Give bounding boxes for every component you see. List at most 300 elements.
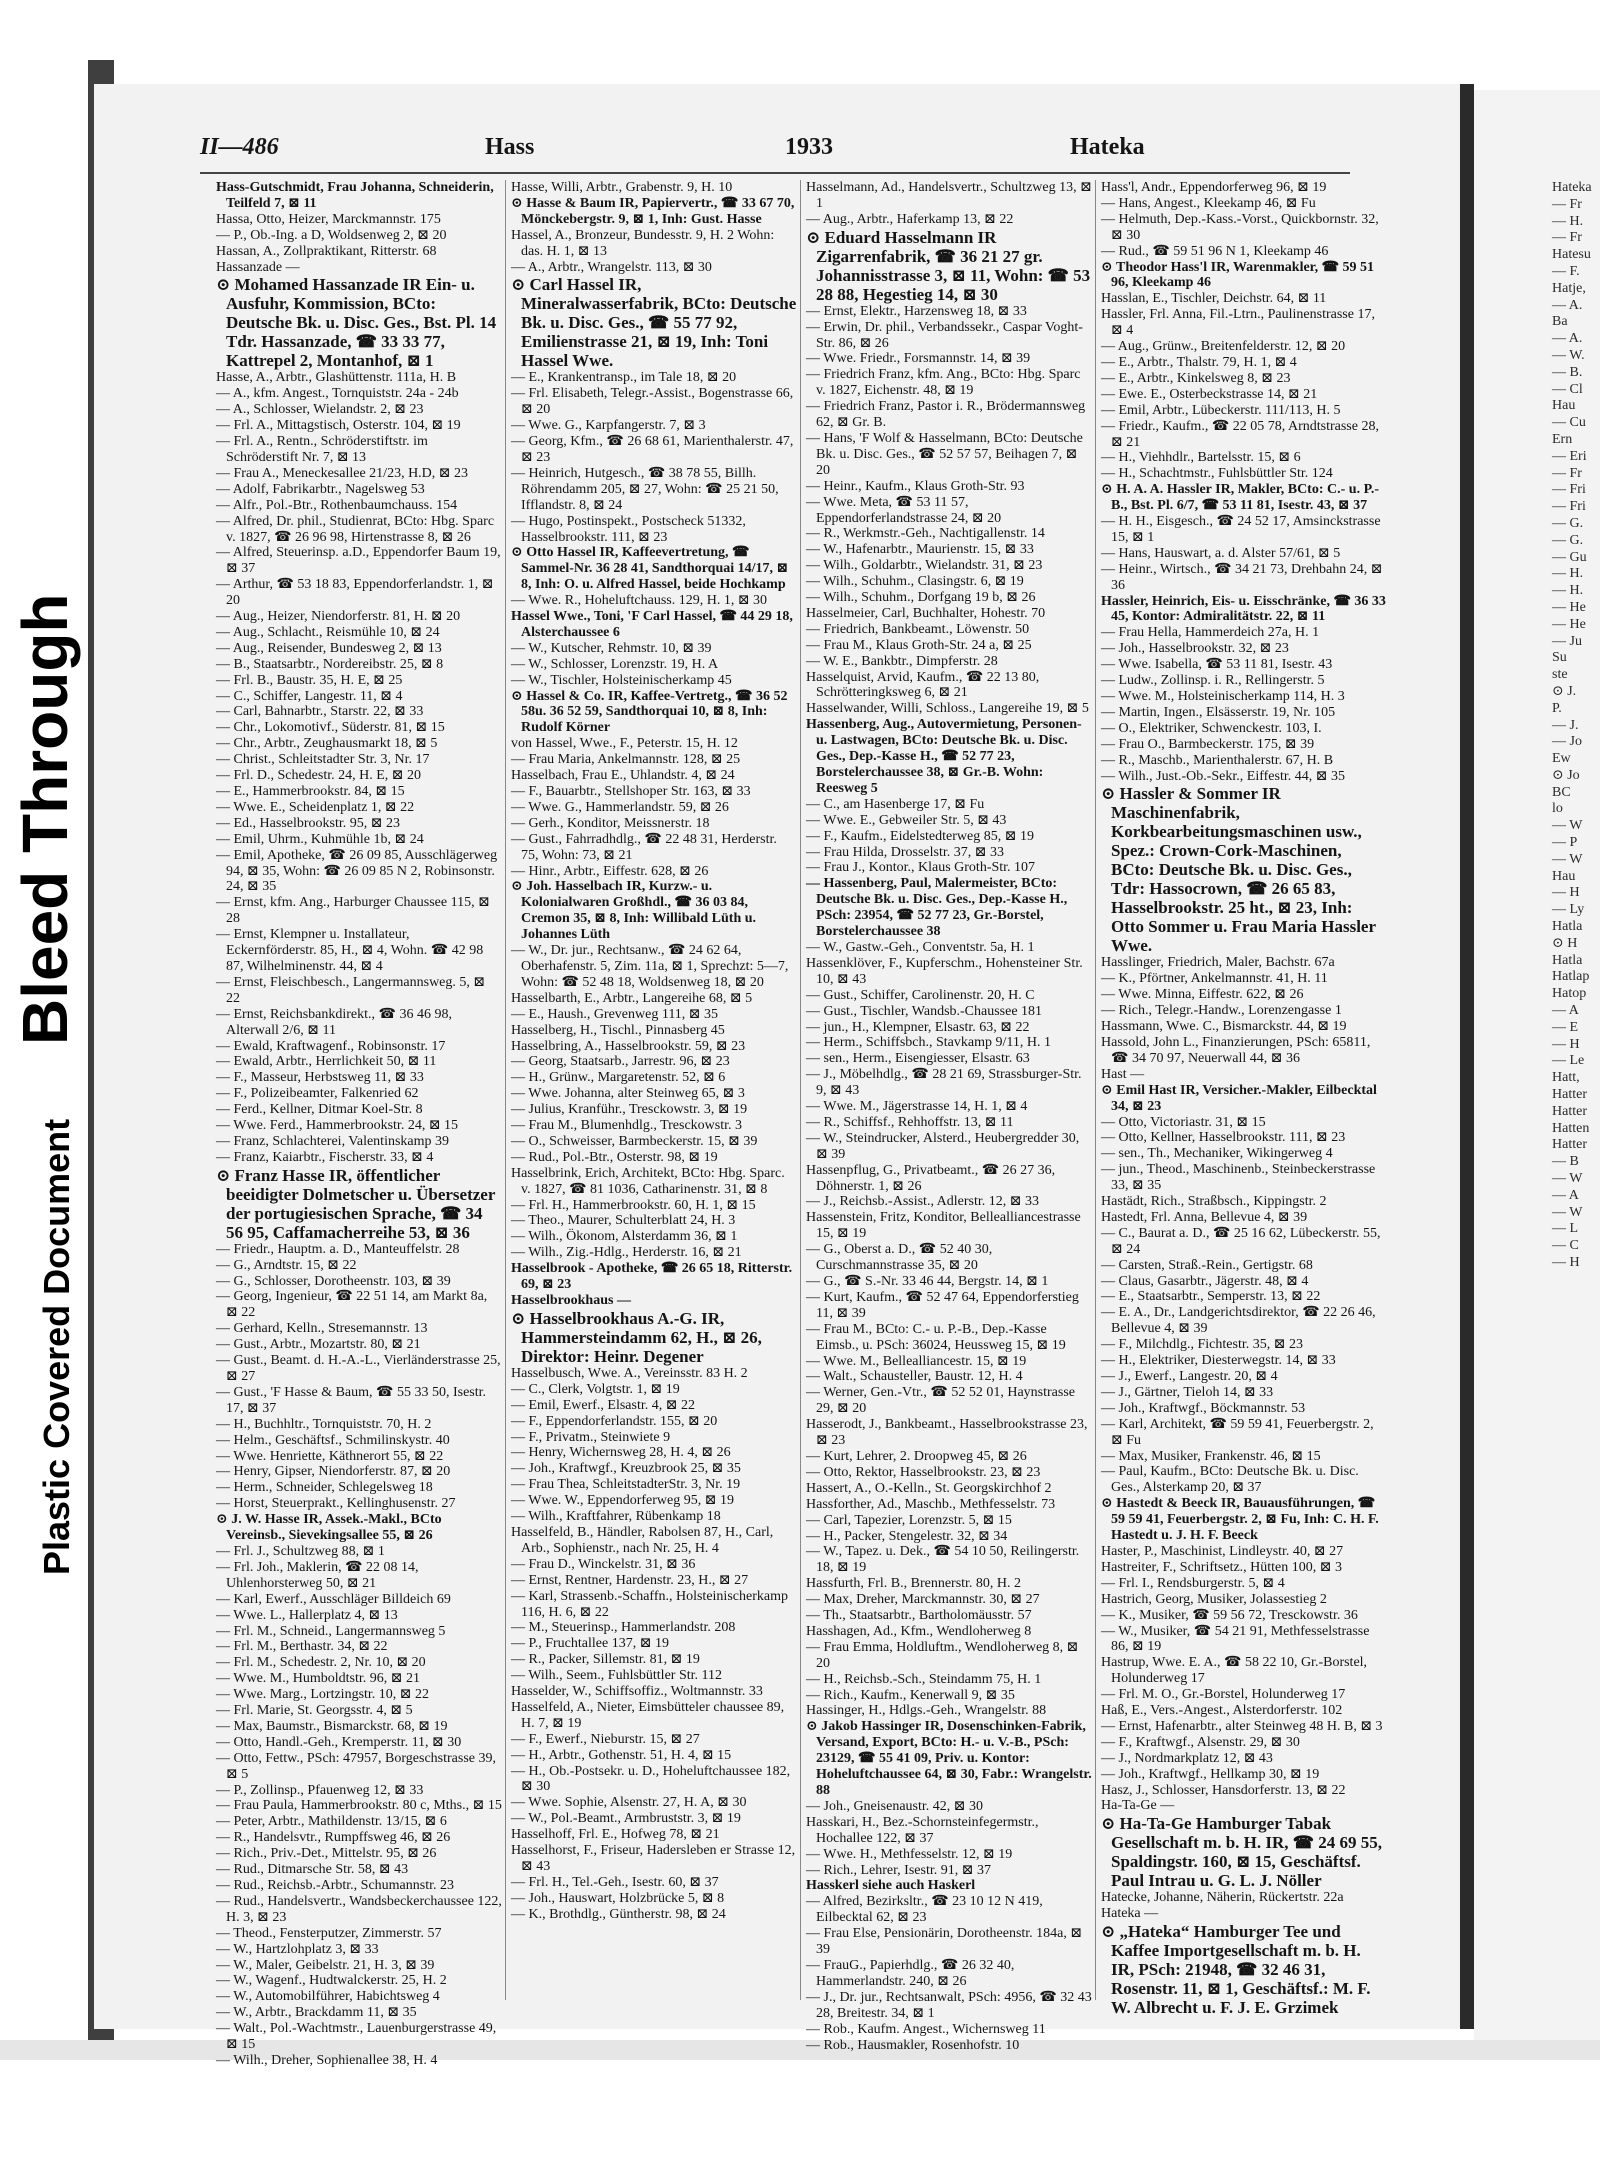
adjacent-page-line: — Le [1552,1053,1585,1069]
directory-entry: — Frau Thea, SchleitstadterStr. 3, Nr. 19 [511,1477,741,1493]
directory-entry: — Georg, Staatsarb., Jarrestr. 96, ⊠ 23 [511,1054,730,1070]
directory-entry: — Wwe. W., Eppendorferweg 95, ⊠ 19 [511,1493,734,1509]
adjacent-page-line: Hatter [1552,1137,1587,1153]
directory-entry: — Hassenberg, Paul, Malermeister, BCto: Deutsche Bk. u. Disc. Ges., Dep.-Kasse H., PSch: 23954, ☎ 52 77 23, Gr.-Borstel, Borstelerchaussee 38 [806,876,1068,940]
adjacent-page-line: — G. [1552,532,1584,548]
adjacent-page-line: — A [1552,1187,1579,1203]
directory-entry: Hassa, Otto, Heizer, Marckmannstr. 175 [216,211,441,227]
directory-entry: — Wilh., Just.-Ob.-Sekr., Eiffestr. 44, ⊠ 35 [1101,768,1345,784]
directory-entry: — Ernst, Rentner, Hardenstr. 23, H., ⊠ 27 [511,1572,749,1588]
directory-entry: — Frau M., Klaus Groth-Str. 24 a, ⊠ 25 [806,637,1032,653]
directory-entry: Hastreiter, F., Schriftsetz., Hütten 100, ⊠ 3 [1101,1559,1343,1575]
directory-entry: Hassmann, Wwe. C., Bismarckstr. 44, ⊠ 19 [1101,1019,1347,1035]
directory-entry: — Julius, Kranführ., Tresckowstr. 3, ⊠ 19 [511,1102,748,1118]
directory-entry: — Wwe. Henriette, Käthnerort 55, ⊠ 22 [216,1448,444,1464]
directory-entry: — Wwe. H., Methfesselstr. 12, ⊠ 19 [806,1846,1013,1862]
directory-entry: — Carl, Bahnarbtr., Starstr. 22, ⊠ 33 [216,704,424,720]
directory-entry: — H., Ob.-Postsekr. u. D., Hoheluftchaussee 182, ⊠ 30 [511,1763,791,1795]
directory-entry: — Frl. M., Schneid., Langermannsweg 5 [216,1623,446,1639]
directory-column-1 [216,180,502,2068]
directory-entry: — Frl. H., Hammerbrookstr. 60, H. 1, ⊠ 15 [511,1197,756,1213]
directory-entry: — R., Schiffsf., Rehhoffstr. 13, ⊠ 11 [806,1114,1014,1130]
adjacent-page-line: Ba [1552,314,1568,330]
adjacent-page-line: P. [1552,700,1562,716]
directory-entry: — W., Dr. jur., Rechtsanw., ☎ 24 62 64, Oberhafenstr. 5, Zim. 11a, ⊠ 1, Sprechzt: 5—7, Wohn: ☎ 52 48 18, Woldsenweg 18, ⊠ 20 [511,943,789,990]
directory-entry: — Max, Dreher, Marckmannstr. 30, ⊠ 27 [806,1592,1040,1608]
directory-entry: — Frl. M., Berthastr. 34, ⊠ 22 [216,1639,388,1655]
directory-entry: ⊙ Emil Hast IR, Versicher.-Makler, Eilbecktal 34, ⊠ 23 [1101,1082,1377,1114]
directory-entry: — F., Polizeibeamter, Falkenried 62 [216,1086,419,1102]
directory-entry: Hatecke, Johanne, Näherin, Rückertstr. 22a [1101,1890,1344,1906]
directory-entry: — Th., Staatsarbtr., Bartholomäusstr. 57 [806,1608,1032,1624]
directory-entry: Hasselbach, Frau E., Uhlandstr. 4, ⊠ 24 [511,768,735,784]
directory-entry: — Joh., Hauswart, Holzbrücke 5, ⊠ 8 [511,1890,725,1906]
directory-entry: ⊙ Joh. Hasselbach IR, Kurzw.- u. Kolonialwaren Großhdl., ☎ 36 03 84, Cremon 35, ⊠ 8, Inh: Willibald Lüth u. Johannes Lüth [511,879,757,943]
directory-entry: — J., Reichsb.-Assist., Adlerstr. 12, ⊠ 33 [806,1194,1040,1210]
adjacent-page-line: — H. [1552,213,1584,229]
directory-entry: — Theod., Fensterputzer, Zimmerstr. 57 [216,1925,442,1941]
directory-entry: — Rich., Telegr.-Handw., Lorenzengasse 1 [1101,1003,1342,1019]
directory-entry: — F., Privatm., Steinwiete 9 [511,1429,671,1445]
directory-entry: — H., Packer, Stengelestr. 32, ⊠ 34 [806,1528,1008,1544]
adjacent-page-line: — A. [1552,297,1583,313]
column-divider [505,180,506,2000]
directory-entry: — Frl. B., Baustr. 35, H. E, ⊠ 25 [216,672,403,688]
directory-entry: — Gust., Arbtr., Mozartstr. 80, ⊠ 21 [216,1337,421,1353]
directory-entry: — Wwe. Isabella, ☎ 53 11 81, Isestr. 43 [1101,657,1333,673]
directory-entry: — Ernst, Fleischbesch., Langermannsweg. 5, ⊠ 22 [216,974,486,1006]
directory-entry: — sen., Herm., Eisengiesser, Elsastr. 63 [806,1051,1030,1067]
directory-entry: — Wwe. Sophie, Alsenstr. 27, H. A, ⊠ 30 [511,1795,747,1811]
directory-entry: Ha-Ta-Ge — [1101,1798,1175,1814]
directory-entry: ⊙ Hassel & Co. IR, Kaffee-Vertretg., ☎ 36 52 58u. 36 52 59, Sandthorquai 10, ⊠ 8, Inh: Rudolf Körner [511,688,788,736]
directory-entry: — F., Milchdlg., Fichtestr. 35, ⊠ 23 [1101,1337,1303,1353]
adjacent-page-line: — B [1552,1154,1579,1170]
adjacent-page-line: lo [1552,801,1563,817]
directory-entry: — Gust., Schiffer, Carolinenstr. 20, H. C [806,987,1035,1003]
adjacent-page-line: — Fr [1552,465,1582,481]
directory-entry: — H., Grünw., Margaretenstr. 52, ⊠ 6 [511,1070,726,1086]
directory-entry: — C., Clerk, Volgtstr. 1, ⊠ 19 [511,1381,680,1397]
directory-entry: — Friedrich, Bankbeamt., Löwenstr. 50 [806,621,1030,637]
directory-entry: — Alfr., Pol.-Btr., Rothenbaumchauss. 154 [216,497,458,513]
directory-entry: — F., Kaufm., Eidelstedterweg 85, ⊠ 19 [806,828,1034,844]
directory-entry: — sen., Th., Mechaniker, Wikingerweg 4 [1101,1146,1333,1162]
adjacent-page-line: — Cu [1552,415,1586,431]
directory-entry: — Wwe. E., Gebweiler Str. 5, ⊠ 43 [806,812,1007,828]
directory-entry: — R., Handelsvtr., Rumpffsweg 46, ⊠ 26 [216,1830,451,1846]
directory-entry: — K., Brothdlg., Güntherstr. 98, ⊠ 24 [511,1906,726,1922]
directory-entry: — Georg, Ingenieur, ☎ 22 51 14, am Markt 8a, ⊠ 22 [216,1289,488,1321]
directory-entry: Hassenpflug, G., Privatbeamt., ☎ 26 27 36, Döhnerstr. 1, ⊠ 26 [806,1162,1056,1194]
directory-entry: — Rud., Reichsb.-Arbtr., Schumannstr. 23 [216,1878,454,1893]
adjacent-page-line: — W [1552,1171,1583,1187]
directory-entry: — Ernst, kfm. Ang., Harburger Chaussee 115, ⊠ 28 [216,895,490,927]
directory-entry: Hateka — [1101,1906,1159,1922]
directory-entry: — Frl. Marie, St. Georgsstr. 4, ⊠ 5 [216,1703,413,1719]
directory-entry: — R., Maschb., Marienthalerstr. 67, H. B [1101,752,1334,768]
directory-entry: — Hans, Hauswart, a. d. Alster 57/61, ⊠ 5 [1101,545,1341,561]
directory-entry: — Emil, Uhrm., Kuhmühle 1b, ⊠ 24 [216,831,424,847]
directory-entry: Hasshagen, Ad., Kfm., Wendloherweg 8 [806,1623,1032,1639]
directory-entry: — Claus, Gasarbtr., Jägerstr. 48, ⊠ 4 [1101,1273,1309,1289]
directory-entry: — G., Schlosser, Dorotheenstr. 103, ⊠ 39 [216,1273,451,1289]
directory-entry: — Walt., Schausteller, Baustr. 12, H. 4 [806,1369,1023,1385]
adjacent-page-line: — Ly [1552,902,1585,918]
directory-entry: — O., Schweisser, Barmbeckerstr. 15, ⊠ 39 [511,1133,758,1149]
adjacent-page-line: Hatlap [1552,969,1590,985]
directory-entry: — G., ☎ S.-Nr. 33 46 44, Bergstr. 14, ⊠ 1 [806,1274,1049,1289]
directory-entry: — H., Schachtmstr., Fuhlsbüttler Str. 124 [1101,466,1333,482]
directory-entry: — Ed., Hasselbrookstr. 95, ⊠ 23 [216,815,400,831]
directory-entry: — Ludw., Zollinsp. i. R., Rellingerstr. 5 [1101,673,1325,689]
directory-entry: — Friedrich Franz, Pastor i. R., Brödermannsweg 62, ⊠ Gr. B. [806,399,1086,431]
directory-entry: — Gust., Beamt. d. H.-A.-L., Vierländerstrasse 25, ⊠ 27 [216,1353,501,1384]
adjacent-page-line: — Fri [1552,482,1586,498]
directory-entry: Hassforther, Ad., Maschb., Methfesselstr. 73 [806,1496,1056,1512]
directory-entry: — Ernst, Hafenarbtr., alter Steinweg 48 H. B, ⊠ 3 [1101,1718,1383,1734]
directory-entry: — Wwe. E., Scheidenplatz 1, ⊠ 22 [216,799,415,815]
directory-entry: — Chr., Lokomotivf., Süderstr. 81, ⊠ 15 [216,720,445,736]
column-divider [800,180,801,2000]
directory-entry: — Gust., Tischler, Wandsb.-Chaussee 181 [806,1003,1043,1019]
directory-entry: — Wwe. Marg., Lortzingstr. 10, ⊠ 22 [216,1687,430,1703]
adjacent-page-line: — Fr [1552,196,1582,212]
directory-entry: — G., Arndtstr. 15, ⊠ 22 [216,1257,357,1273]
directory-entry: ⊙ Eduard Hasselmann IR Zigarrenfabrik, ☎ 36 21 27 gr. Johannisstrasse 3, ⊠ 11, Wohn: ☎ 53 28 88, Hegestieg 14, ⊠ 30 [806,227,1091,304]
adjacent-page-line: — Ju [1552,633,1582,649]
directory-entry: — Helm., Geschäftsf., Schmilinskystr. 40 [216,1432,450,1448]
directory-entry: — Ernst, Reichsbankdirekt., ☎ 36 46 98, Alterwall 2/6, ⊠ 11 [216,1006,452,1038]
directory-entry: — Heinrich, Hutgesch., ☎ 38 78 55, Billh. Röhrendamm 205, ⊠ 27, Wohn: ☎ 25 21 50, Ifflandstr. 8, ⊠ 24 [511,465,779,513]
directory-entry: Hassert, A., O.-Kelln., St. Georgskirchhof 2 [806,1480,1052,1496]
directory-entry: — Frau A., Meneckesallee 21/23, H.D, ⊠ 23 [216,465,469,481]
directory-entry: — R., Werkmstr.-Geh., Nachtigallenstr. 14 [806,526,1045,542]
adjacent-page-line: Hatter [1552,1103,1587,1119]
directory-entry: — Aug., Grünw., Breitenfelderstr. 12, ⊠ 20 [1101,339,1346,355]
directory-entry: — Franz, Kaiarbtr., Fischerstr. 33, ⊠ 4 [216,1149,434,1165]
header-last-name: Hateka [1070,134,1145,160]
adjacent-page-line: Ern [1552,431,1573,447]
adjacent-page-line: — Eri [1552,448,1587,464]
directory-entry: — Joh., Hasselbrookstr. 32, ⊠ 23 [1101,641,1289,657]
adjacent-page-line: — Gu [1552,549,1587,565]
directory-entry: — Alfred, Dr. phil., Studienrat, BCto: Hbg. Sparc v. 1827, ☎ 26 96 98, Hirtenstrasse 8, ⊠ 26 [216,513,495,545]
directory-entry: Hass-Gutschmidt, Frau Johanna, Schneiderin, Teilfeld 7, ⊠ 11 [216,180,494,211]
directory-entry: ⊙ Ha-Ta-Ge Hamburger Tabak Gesellschaft m. b. H. IR, ☎ 24 69 55, Spaldingstr. 160, ⊠ 15, Geschäftsf. Paul Intrau u. G. L. J. Nöller [1101,1814,1382,1891]
directory-entry: — Frau M., BCto: C.- u. P.-B., Dep.-Kasse Eimsb., u. PSch: 36024, Heussweg 15, ⊠ 19 [806,1321,1066,1353]
directory-entry: — Otto, Handl.-Geh., Kremperstr. 11, ⊠ 30 [216,1734,462,1750]
directory-entry: Hassenklöver, F., Kupferschm., Hohensteiner Str. 10, ⊠ 43 [806,955,1083,987]
directory-entry: — Wilh., Ökonom, Alsterdamm 36, ⊠ 1 [511,1229,738,1245]
directory-entry: Hastädt, Rich., Straßbsch., Kippingstr. 2 [1101,1194,1327,1210]
directory-entry: Hasselmeier, Carl, Buchhalter, Hohestr. 70 [806,605,1046,621]
adjacent-page-line: Hau [1552,868,1576,884]
directory-entry: Hasselmann, Ad., Handelsvertr., Schultzweg 13, ⊠ 1 [806,180,1092,211]
directory-entry: — Wwe. Minna, Eiffestr. 622, ⊠ 26 [1101,987,1304,1003]
directory-entry: Hassenstein, Fritz, Konditor, Bellealliancestrasse 15, ⊠ 19 [806,1210,1081,1242]
directory-entry: — Herm., Schneider, Schlegelsweg 18 [216,1480,433,1496]
directory-entry: — H., Reichsb.-Sch., Steindamm 75, H. 1 [806,1671,1042,1687]
directory-entry: — Heinr., Kaufm., Klaus Groth-Str. 93 [806,478,1025,494]
adjacent-page-line: Hatla [1552,919,1583,935]
adjacent-page-line: Ew [1552,751,1571,767]
directory-entry: — F., Eppendorferlandstr. 155, ⊠ 20 [511,1413,718,1429]
adjacent-page-line: — H. [1552,583,1584,599]
adjacent-page-line: — G. [1552,515,1584,531]
directory-entry: — Carl, Tapezier, Lorenzstr. 5, ⊠ 15 [806,1512,1012,1528]
directory-entry: ⊙ Mohamed Hassanzade IR Ein- u. Ausfuhr, Kommission, BCto: Deutsche Bk. u. Disc. Ges., Bst. Pl. 14 Tdr. Hassanzade, ☎ 33 33 77, Kattrepel 2, Montanhof, ⊠ 1 [216,275,497,371]
directory-entry: — Rob., Kaufm. Angest., Wichernsweg 11 [806,2021,1046,2037]
adjacent-page-line: — P [1552,835,1578,851]
directory-entry: — Frl. A., Rentn., Schröderstiftstr. im Schröderstift Nr. 7, ⊠ 13 [216,434,428,465]
directory-entry: — Helmuth, Dep.-Kass.-Vorst., Quickbornstr. 32, ⊠ 30 [1101,211,1379,243]
directory-entry: — Wilh., Zig.-Hdlg., Herderstr. 16, ⊠ 21 [511,1245,742,1261]
directory-entry: — J., Nordmarkplatz 12, ⊠ 43 [1101,1750,1273,1766]
directory-entry: — Wwe. M., Bellealliancestr. 15, ⊠ 19 [806,1353,1027,1369]
adjacent-page-line: — He [1552,616,1586,632]
directory-entry: Hasse, A., Arbtr., Glashüttenstr. 111a, H. B [216,370,457,386]
directory-entry: Hassenberg, Aug., Autovermietung, Personen- u. Lastwagen, BCto: Deutsche Bk. u. Disc. Ges., Dep.-Kasse H., ☎ 52 77 23, Borstelerchaussee 38, ⊠ Gr.-B. Wohn: Reesweg 5 [806,717,1082,796]
directory-entry: — Frau J., Kontor., Klaus Groth-Str. 107 [806,860,1036,876]
directory-entry: Hastrich, Georg, Musiker, Jolassestieg 2 [1101,1591,1327,1607]
directory-entry: ⊙ „Hateka“ Hamburger Tee und Kaffee Importgesellschaft m. b. H. IR, PSch: 21948, ☎ 32 46 31, Rosenstr. 11, ⊠ 1, Geschäftsf.: M. F. W. Albrecht u. F. J. E. Grzimek [1101,1922,1371,2018]
directory-entry: — Frau Hella, Hammerdeich 27a, H. 1 [1101,625,1320,641]
page-header [200,134,1350,174]
directory-entry: Hasselbring, A., Hasselbrookstr. 59, ⊠ 23 [511,1038,746,1054]
directory-entry: — Frau Emma, Holdluftm., Wendloherweg 8, ⊠ 20 [806,1639,1079,1671]
directory-entry: — J., Gärtner, Tieloh 14, ⊠ 33 [1101,1384,1274,1400]
directory-entry: — Joh., Kraftwgf., Kreuzbrook 25, ⊠ 35 [511,1461,741,1477]
directory-entry: — Rich., Kaufm., Kenerwall 9, ⊠ 35 [806,1687,1015,1703]
directory-entry: — Rud., ☎ 59 51 96 N 1, Kleekamp 46 [1101,243,1329,259]
header-first-name: Hass [485,134,535,160]
directory-entry: — E. A., Dr., Landgerichtsdirektor, ☎ 22 26 46, Bellevue 4, ⊠ 39 [1101,1305,1376,1337]
directory-entry: Hassler, Heinrich, Eis- u. Eisschränke, ☎ 36 33 45, Kontor: Admiralitätstr. 22, ⊠ 11 [1101,593,1386,625]
directory-entry: Hasz, J., Schlosser, Hansdorferstr. 13, ⊠ 22 [1101,1782,1346,1798]
directory-entry: — Gust., Fahrradhdlg., ☎ 22 48 31, Herderstr. 75, Wohn: 73, ⊠ 21 [511,831,777,863]
directory-entry: — Wwe. M., Jägerstrasse 14, H. 1, ⊠ 4 [806,1099,1028,1115]
directory-entry: Hasselbrook - Apotheke, ☎ 26 65 18, Ritterstr. 69, ⊠ 23 [511,1261,793,1293]
directory-entry: — Wilh., Goldarbtr., Wielandstr. 31, ⊠ 23 [806,558,1043,574]
directory-entry: — W., Wagenf., Hudtwalckerstr. 25, H. 2 [216,1973,447,1989]
directory-entry: ⊙ Hasselbrookhaus A.-G. IR, Hammersteindamm 62, H., ⊠ 26, Direktor: Heinr. Degener [511,1308,762,1366]
directory-entry: — J., Möbelhdlg., ☎ 28 21 69, Strassburger-Str. 9, ⊠ 43 [806,1067,1082,1099]
directory-entry: — F., Kraftwgf., Alsenstr. 29, ⊠ 30 [1101,1734,1300,1750]
directory-entry: Hasslan, E., Tischler, Deichstr. 64, ⊠ 11 [1101,291,1327,307]
directory-entry: — K., Musiker, ☎ 59 56 72, Tresckowstr. 36 [1101,1607,1358,1623]
directory-entry: — F., Ewerf., Nieburstr. 15, ⊠ 27 [511,1731,700,1747]
directory-entry: — Wwe. M., Holsteinischerkamp 114, H. 3 [1101,689,1345,704]
directory-entry: — Herm., Schiffsbch., Stavkamp 9/11, H. 1 [806,1035,1051,1051]
directory-entry: Hassel Wwe., Toni, 'F Carl Hassel, ☎ 44 29 18, Alsterchaussee 6 [511,609,793,640]
directory-entry: — R., Packer, Sillemstr. 81, ⊠ 19 [511,1652,700,1668]
bleed-through-label: Bleed Through [9,593,81,1045]
directory-entry: — jun., H., Klempner, Elsastr. 63, ⊠ 22 [806,1019,1030,1035]
directory-entry: — W., Musiker, ☎ 54 21 91, Methfesselstrasse 86, ⊠ 19 [1101,1623,1370,1655]
directory-entry: — Hans, 'F Wolf & Hasselmann, BCto: Deutsche Bk. u. Disc. Ges., ☎ 52 57 57, Beihagen 7, ⊠ 20 [806,430,1083,478]
directory-entry: Hassel, A., Bronzeur, Bundesstr. 9, H. 2 Wohn: das. H. 1, ⊠ 13 [511,227,775,259]
directory-entry: von Hassel, Wwe., F., Peterstr. 15, H. 12 [511,736,738,752]
directory-entry: — Frau O., Barmbeckerstr. 175, ⊠ 39 [1101,736,1315,752]
directory-entry: — Werner, Gen.-Vtr., ☎ 52 52 01, Haynstrasse 29, ⊠ 20 [806,1385,1075,1417]
directory-entry: — W., Hartzlohplatz 3, ⊠ 33 [216,1941,379,1957]
adjacent-page-line: — H [1552,885,1580,901]
directory-entry: — W., Pol.-Beamt., Armbruststr. 3, ⊠ 19 [511,1811,741,1827]
directory-entry: — Wilh., Dreher, Sophienallee 38, H. 4 [216,2052,438,2068]
directory-entry: — Gerh., Konditor, Meissnerstr. 18 [511,815,710,831]
directory-entry: Hasselfeld, B., Händler, Rabolsen 87, H., Carl, Arb., Sophienstr., nach Nr. 25, H. 4 [511,1524,774,1556]
adjacent-page-line: Hatla [1552,952,1583,968]
directory-entry: — Wwe. L., Hallerplatz 4, ⊠ 13 [216,1607,398,1623]
directory-entry: — Wilh., Schuhm., Clasingstr. 6, ⊠ 19 [806,574,1024,590]
adjacent-page-line: — F. [1552,263,1580,279]
directory-entry: ⊙ Hasse & Baum IR, Papiervertr., ☎ 33 67 70, Mönckebergstr. 9, ⊠ 1, Inh: Gust. Hasse [511,195,795,227]
directory-entry: — Frl. D., Schedestr. 24, H. E, ⊠ 20 [216,768,421,784]
adjacent-page-strip [1474,90,1600,2040]
directory-entry: Hassan, A., Zollpraktikant, Ritterstr. 68 [216,243,437,259]
directory-entry: — Rich., Priv.-Det., Mittelstr. 95, ⊠ 26 [216,1846,437,1862]
adjacent-page-line: — B. [1552,364,1583,380]
directory-entry: — Frau Hilda, Drosselstr. 37, ⊠ 33 [806,844,1004,860]
adjacent-page-line: Hatje, [1552,280,1586,296]
directory-entry: — A., Arbtr., Wrangelstr. 113, ⊠ 30 [511,259,712,275]
adjacent-page-line: — Fri [1552,499,1586,515]
directory-entry: — P., Zollinsp., Pfauenweg 12, ⊠ 33 [216,1782,424,1798]
directory-entry: — Frl. A., Mittagstisch, Osterstr. 104, ⊠ 19 [216,418,461,434]
directory-entry: Hastrup, Wwe. E. A., ☎ 58 22 10, Gr.-Borstel, Holunderweg 17 [1101,1655,1368,1687]
directory-entry: — Wwe. Friedr., Forsmannstr. 14, ⊠ 39 [806,351,1031,367]
directory-entry: — A., kfm. Angest., Tornquiststr. 24a - 24b [216,386,459,402]
directory-entry: — Theo., Maurer, Schulterblatt 24, H. 3 [511,1213,736,1229]
directory-entry: — W., Steindrucker, Alsterd., Heubergredder 30, ⊠ 39 [806,1130,1080,1162]
directory-entry: — Rud., Pol.-Btr., Osterstr. 98, ⊠ 19 [511,1149,718,1165]
adjacent-page-line: — A [1552,1003,1579,1019]
directory-entry: — W., Arbtr., Brackdamm 11, ⊠ 35 [216,2005,417,2021]
directory-entry: — Gerhard, Kelln., Stresemannstr. 13 [216,1321,428,1337]
directory-entry: — Otto, Rektor, Hasselbrookstr. 23, ⊠ 23 [806,1464,1041,1480]
directory-entry: — Wilh., Schuhm., Dorfgang 19 b, ⊠ 26 [806,590,1036,606]
directory-entry: — C., Schiffer, Langestr. 11, ⊠ 4 [216,688,403,704]
adjacent-page-line: BC [1552,784,1571,800]
directory-entry: — W., Tischler, Holsteinischerkamp 45 [511,672,732,688]
directory-entry: — Ernst, Elektr., Harzensweg 18, ⊠ 33 [806,303,1027,319]
directory-entry: — E., Hammerbrookstr. 84, ⊠ 15 [216,784,405,799]
directory-entry: — K., Pförtner, Ankelmannstr. 41, H. 11 [1101,971,1328,987]
directory-entry: — Kurt, Lehrer, 2. Droopweg 45, ⊠ 26 [806,1448,1027,1464]
header-rule [200,172,1350,174]
directory-entry: — FrauG., Papierhdlg., ☎ 26 32 40, Hammerlandstr. 240, ⊠ 26 [806,1957,1015,1989]
directory-entry: — Christ., Schleitstadter Str. 3, Nr. 17 [216,752,430,768]
directory-entry: — Max, Baumstr., Bismarckstr. 68, ⊠ 19 [216,1718,448,1734]
directory-entry: ⊙ Hassler & Sommer IR Maschinenfabrik, Korkbearbeitungsmaschinen usw., Spez.: Crown-Cork-Maschinen, BCto: Deutsche Bk. u. Disc. Ges., Tdr: Hassocrown, ☎ 26 65 83, Hasselbrookstr. 25 ht., ⊠ 23, Inh: Otto Sommer u. Frau Maria Hassler Wwe. [1101,784,1376,956]
adjacent-page-line: — W [1552,818,1583,834]
directory-entry: ⊙ J. W. Hasse IR, Assek.-Makl., BCto Vereinsb., Sievekingsallee 55, ⊠ 26 [216,1512,442,1544]
adjacent-page-line: Hau [1552,398,1576,414]
directory-entry: — J., Dr. jur., Rechtsanwalt, PSch: 4956, ☎ 32 43 28, Breitestr. 34, ⊠ 1 [806,1989,1092,2021]
directory-entry: — E., Arbtr., Thalstr. 79, H. 1, ⊠ 4 [1101,354,1297,370]
directory-entry: Hasselbrookhaus — [511,1293,631,1308]
adjacent-page-line: — C [1552,1238,1579,1254]
directory-entry: — Georg, Kfm., ☎ 26 68 61, Marienthalerstr. 47, ⊠ 23 [511,434,794,465]
directory-entry: — Horst, Steuerprakt., Kellinghusenstr. 27 [216,1496,456,1512]
directory-entry: — Franz, Schlachterei, Valentinskamp 39 [216,1133,450,1149]
directory-entry: Hastedt, Frl. Anna, Bellevue 4, ⊠ 39 [1101,1209,1308,1225]
directory-entry: — F., Bauarbtr., Stellshoper Str. 163, ⊠ 33 [511,784,751,799]
directory-entry: — Rud., Ditmarsche Str. 58, ⊠ 43 [216,1862,409,1878]
directory-entry: — H., Arbtr., Gothenstr. 51, H. 4, ⊠ 15 [511,1747,732,1763]
directory-entry: — Emil, Arbtr., Lübeckerstr. 111/113, H. 5 [1101,402,1341,418]
directory-entry: Hass'l, Andr., Eppendorferweg 96, ⊠ 19 [1101,180,1327,195]
directory-entry: — G., Oberst a. D., ☎ 52 40 30, Curschmannstrasse 35, ⊠ 20 [806,1242,993,1274]
directory-entry: — Frau Maria, Ankelmannstr. 128, ⊠ 25 [511,752,741,768]
directory-entry: — A., Schlosser, Wielandstr. 2, ⊠ 23 [216,402,424,418]
directory-entry: — Frl. Elisabeth, Telegr.-Assist., Bogenstrasse 66, ⊠ 20 [511,386,794,418]
directory-entry: — E., Staatsarbtr., Semperstr. 13, ⊠ 22 [1101,1289,1321,1305]
directory-entry: — W., Gastw.-Geh., Conventstr. 5a, H. 1 [806,939,1035,955]
directory-entry: — B., Staatsarbtr., Nordereibstr. 25, ⊠ 8 [216,656,444,672]
directory-entry: — Frl. M. O., Gr.-Borstel, Holunderweg 17 [1101,1687,1346,1703]
directory-entry: — Otto, Fettw., PSch: 47957, Borgeschstrasse 39, ⊠ 5 [216,1750,496,1782]
directory-entry: — Peter, Arbtr., Mathildenstr. 13/15, ⊠ 6 [216,1814,447,1830]
directory-entry: — Joh., Gneisenaustr. 42, ⊠ 30 [806,1798,983,1814]
directory-entry: — Ewe. E., Osterbeckstrasse 14, ⊠ 21 [1101,386,1318,402]
directory-entry: Hasselfeld, A., Nieter, Eimsbütteler chaussee 89, H. 7, ⊠ 19 [511,1699,785,1731]
directory-entry: Hassfurth, Frl. B., Brennerstr. 80, H. 2 [806,1576,1022,1592]
directory-entry: — H., Viehhdlr., Bartelsstr. 15, ⊠ 6 [1101,450,1301,466]
header-year: 1933 [785,134,833,160]
directory-entry: Hasselder, W., Schiffsoffiz., Woltmannstr. 33 [511,1684,763,1700]
directory-entry: — Aug., Reisender, Bundesweg 2, ⊠ 13 [216,640,442,656]
directory-column-3 [806,180,1092,2053]
directory-entry: — Walt., Pol.-Wachtmstr., Lauenburgerstrasse 49, ⊠ 15 [216,2021,497,2053]
directory-entry: — Frau M., Blumenhdlg., Tresckowstr. 3 [511,1118,743,1134]
directory-entry: — Gust., 'F Hasse & Baum, ☎ 55 33 50, Isestr. 17, ⊠ 37 [216,1384,487,1416]
directory-entry: — W., Hafenarbtr., Maurienstr. 15, ⊠ 33 [806,542,1034,558]
directory-entry: — Frl. I., Rendsburgerstr. 5, ⊠ 4 [1101,1575,1285,1591]
directory-entry: — Frau D., Winckelstr. 31, ⊠ 36 [511,1556,696,1572]
directory-entry: — Rich., Lehrer, Isestr. 91, ⊠ 37 [806,1862,991,1878]
directory-entry: Hasselwander, Willi, Schloss., Langereihe 19, ⊠ 5 [806,701,1089,717]
adjacent-page-line: — H. [1552,566,1584,582]
directory-entry: — O., Elektriker, Schwenckestr. 103, I. [1101,720,1322,736]
directory-entry: — Emil, Ewerf., Elsastr. 4, ⊠ 22 [511,1397,695,1413]
directory-entry: — P., Ob.-Ing. a D, Woldsenweg 2, ⊠ 20 [216,227,447,243]
directory-entry: — C., am Hasenberge 17, ⊠ Fu [806,796,985,812]
adjacent-page-line: ⊙ Jo [1552,767,1580,783]
directory-entry: — W., Schlosser, Lorenzstr. 19, H. A [511,656,719,672]
directory-entry: — Ernst, Klempner u. Installateur, Eckernförderstr. 85, H., ⊠ 4, Wohn. ☎ 42 98 87, Wilhelminenstr. 44, ⊠ 4 [216,927,484,974]
directory-entry: Hasselquist, Arvid, Kaufm., ☎ 22 13 80, Schrötteringksweg 6, ⊠ 21 [806,669,1040,701]
directory-entry: — Heinr., Wirtsch., ☎ 34 21 73, Drehbahn 24, ⊠ 36 [1101,561,1383,593]
directory-entry: — Frl. J., Schultzweg 88, ⊠ 1 [216,1543,385,1559]
adjacent-page-line: — E [1552,1019,1579,1035]
directory-entry: ⊙ Theodor Hass'l IR, Warenmakler, ☎ 59 51 96, Kleekamp 46 [1101,259,1375,291]
adjacent-page-line: — Jo [1552,734,1582,750]
directory-entry: — Paul, Kaufm., BCto: Deutsche Bk. u. Disc. Ges., Alsterkamp 20, ⊠ 37 [1101,1464,1359,1496]
directory-entry: — Hans, Angest., Kleekamp 46, ⊠ Fu [1101,195,1316,211]
adjacent-page-line: — He [1552,599,1586,615]
directory-entry: Hassold, John L., Finanzierungen, PSch: 65811, ☎ 34 70 97, Neuerwall 44, ⊠ 36 [1101,1034,1371,1066]
directory-entry: — Emil, Apotheke, ☎ 26 09 85, Ausschlägerweg 94, ⊠ 35, Wohn: ☎ 26 09 85 N 2, Robinsonstr. 24, ⊠ 35 [216,847,498,895]
directory-column-4 [1101,180,1387,2018]
adjacent-page-line: Hatop [1552,986,1587,1002]
adjacent-page-line: Hatter [1552,1087,1587,1103]
adjacent-page-line: Su [1552,650,1567,666]
directory-entry: ⊙ Hastedt & Beeck IR, Bauausführungen, ☎ 59 59 41, Feuerbergstr. 2, ⊠ Fu, Inh: C. H. F. Hastedt u. J. H. F. Beeck [1101,1496,1379,1544]
directory-entry: — Hugo, Postinspekt., Postscheck 51332, Hasselbrookstr. 111, ⊠ 23 [511,513,746,545]
adjacent-page-line: — L [1552,1221,1579,1237]
